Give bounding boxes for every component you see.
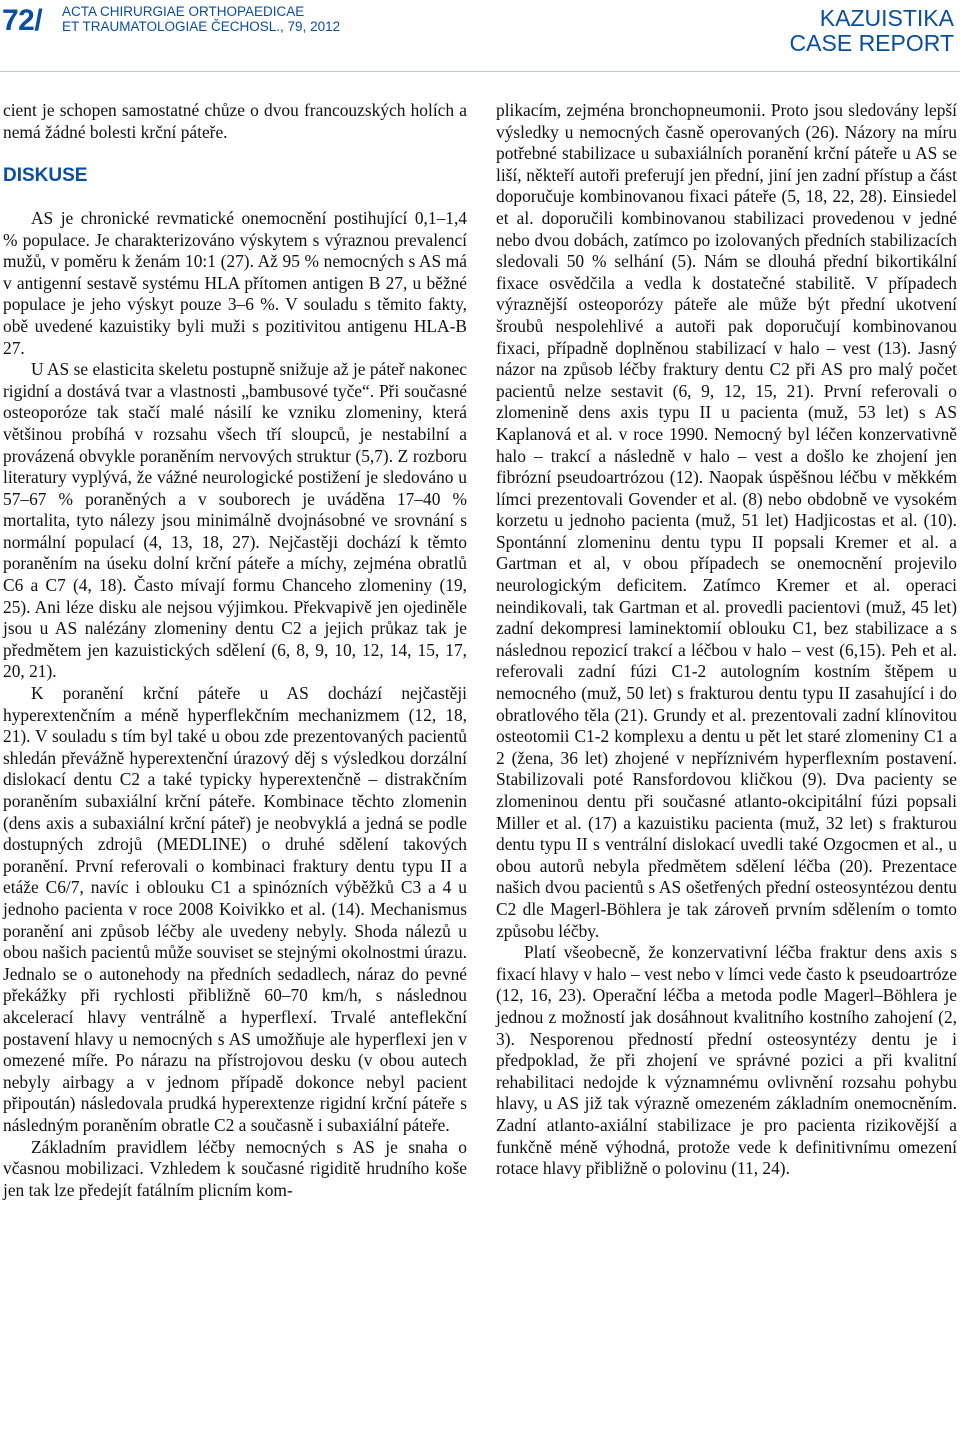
page-number: 72/ [2, 4, 43, 37]
paragraph: AS je chronické revmatické onemocnění postihující 0,1–1,4 % populace. Je charakterizováno výskytem s výraznou prevalencí mužů, v poměru k ženám 10:1 (27). Až 95 % nemocných s AS má v antigenní sestavě systému HLA přítomen antigen B 27, u běžné populace je jeho výskyt pouze 3–6 %. V souladu s těmito fakty, obě uvedené kazuistiky byli muži s pozitivitou antigenu HLA-B 27. [3, 207, 467, 358]
paragraph: U AS se elasticita skeletu postupně snižuje až je páteř nakonec rigidní a dostává tvar a vlastnosti „bambusové tyče“. Při současné osteoporóze tak stačí malé násilí ke vzniku zlomeniny, která většinou probíhá v rozsahu všech tří sloupců, je nestabilní a provázená obvykle poraněním nervových struktur (5,7). Z rozboru literatury vyplývá, že vážné neurologické postižení je sledováno u 57–67 % poraněných a v souborech je uváděna 17–40 % mortalita, tyto nálezy jsou minimálně dvojnásobné ve srovnání s normální populací (4, 13, 18, 27). Nejčastěji dochází k těmto poraněním na úseku dolní krční páteře a míchy, zejména obratlů C6 a C7 (4, 18). Často mívají formu Chanceho zlomeniny (19, 25). Ani léze disku ale nejsou výjimkou. Překvapivě jen ojediněle jsou u AS nalézány zlomeniny dentu C2 a jejich průkaz tak je předmětem jen kazuistických sdělení (6, 8, 9, 10, 12, 14, 15, 17, 20, 21). [3, 359, 467, 682]
page-header [0, 0, 960, 70]
paragraph: Platí všeobecně, že konzervativní léčba fraktur dens axis s fixací hlavy v halo – vest nebo v límci vede často k pseudoartróze (12, 16, 23). Operační léčba a metoda podle Magerl–Böhlera je jednou z možností jak dosáhnout kvalitního kostního zahojení (2, 3). Nesporenou předností přední osteosyntézy dentu je i předpoklad, že při zhojení ve správné pozici a při kvalitní rehabilitaci nedojde k významnému ovlivnění rozsahu pohybu hlavy, u AS již tak výrazně omezeném základním onemocněním. Zadní atlanto-axiální stabilizace je pro pacienta rizikovější a funkčně méně výhodná, protože vede k definitivnímu omezení rotace hlavy přibližně o polovinu (11, 24). [496, 942, 957, 1179]
paragraph: Základním pravidlem léčby nemocných s AS je snaha o včasnou mobilizaci. Vzhledem k současné rigiditě hrudního koše jen tak lze předejít fatálním plicním kom- [3, 1136, 467, 1200]
paragraph: K poranění krční páteře u AS dochází nejčastěji hyperextenčním a méně hyperflekčním mechanizmem (12, 18, 21). V souladu s tím byl také u obou zde prezentovaných pacientů shledán převážně hyperextenční úrazový děj s výsledkou dorzální dislokací dentu C2 a také typicky hyperextenčně – distrakčním poraněním subaxiální krční páteře. Kombinace těchto zlomenin (dens axis a subaxiální krční páteř) je neobvyklá a jedná se podle dostupných zdrojů (MEDLINE) o druhé sdělení takových poranění. První referovali o kombinaci fraktury dentu typu II a etáže C6/7, navíc i oblouku C1 a spinózních výběžků C3 a 4 u jednoho pacienta v roce 2008 Koivikko et al. (14). Mechanismus poranění ani způsob léčby ale uvedeny nebyly. Shoda nálezů u obou našich pacientů může souviset se stejnými okolnostmi úrazu. Jednalo se o autonehody na předních sedadlech, náraz do pevné překážky při rychlosti přibližně 60–70 km/h, s následnou akcelerací hlavy ventrálně a hyperflexí. Trvalé anteflekční postavení hlavy u nemocných s AS umožňuje ale hyperflexi jen v omezené míře. Po nárazu na přístrojovou desku (v obou autech nebyly airbagy a v jednom případě dokonce nebyl pacient připoután) následovala prudká hyperextenze rigidní krční páteře s následným poraněním obratle C2 a současně i subaxiální páteře. [3, 683, 467, 1135]
paragraph-continuation: plikacím, zejména bronchopneumonii. Proto jsou sledovány lepší výsledky u nemocných časně operovaných (26). Názory na míru potřebné stabilizace u subaxiálních poranění krční páteře u AS se liší, někteří autoři preferují jen přední, jiní jen zadní přístup a část doporučuje kombinovanou fixaci páteře (5, 18, 22, 28). Einsiedel et al. doporučili kombinovanou stabilizaci provedenou v jedné nebo dvou dobách, zatímco po izolovaných předních stabilizacích sledovali 50 % selhání (5). Nám se dlouhá přední bikortikální fixace osvědčila a vedla k dostatečné stabilitě. V případech výraznější osteoporózy páteře ale může být přední ukotvení šroubů nespolehlivé a autoři pak doporučují kombinovanou fixaci, případně doplněnou stabilizací v halo – vest (13). Jasný názor na způsob léčby fraktury dentu C2 při AS pro malý počet pacientů nelze sestavit (6, 9, 12, 15, 21). První referovali o zlomenině dens axis typu II u pacienta (muž, 53 let) s AS Kaplanová et al. v roce 1990. Nemocný byl léčen konzervativně halo – trakcí a následně v halo – vest a došlo ke zhojení jen fibrózní pseudoartrózou (12). Naopak úspěšnou léčbu v měkkém límci prezentovali Govender et al. (8) nebo obdobně ve vysokém korzetu u jednoho pacienta (muž, 51 let) Hadjicostas et al. (10). Spontánní zlomeninu dentu typu II popsali Kremer et al. a Gartman et al, v obou případech se onemocnění projevilo neurologickým deficitem. Zatímco Kremer et al. operaci neindikovali, tak Gartman et al. provedli pacientovi (muž, 45 let) zadní dekompresi laminektomií oblouku C1, bez stabilizace a s následnou repozicí trakcí a léčbou v halo – vest (6,15). Peh et al. referovali zadní fúzi C1-2 autologním kostním štěpem u nemocného (muž, 50 let) s frakturou dentu typu II zasahující i do obratlového těla (21). Grundy et al. prezentovali zadní klínovitou osteotomii C1-2 komplexu a dentu u pět let staré zlomeniny C1 a 2 (žena, 36 let) zhojené v nepříznivém hyperflexním postavení. Stabilizovali poté Ransfordovou kličkou (9). Dva pacienty se zlomeninou dentu při současné atlanto-okcipitální fúzi popsali Miller et al. (17) a kazuistiku pacienta (muž, 32 let) s frakturou dentu typu II s ventrální dislokací uvedli také Ozgocmen et al., u obou autorů nebyla předmětem sdělení léčba (20). Prezentace našich dvou pacientů s AS ošetřených přední osteosyntézou dentu C2 dle Magerl-Böhlera je tak zároveň prvním sdělením o tomto způsobu léčby. [496, 100, 957, 941]
journal-title-line2: ET TRAUMATOLOGIAE ČECHOSL., 79, 2012 [62, 19, 341, 34]
paragraph-continuation: cient je schopen samostatné chůze o dvou francouzských holích a nemá žádné bolesti krční páteře. [3, 100, 467, 142]
section-label-czech: KAZUISTIKA [819, 5, 954, 31]
journal-title [62, 4, 340, 34]
section-heading-diskuse: DISKUSE [3, 164, 88, 186]
journal-title-line1: ACTA CHIRURGIAE ORTHOPAEDICAE [62, 4, 305, 19]
right-column [496, 100, 957, 1180]
left-column [3, 100, 467, 1201]
section-label [790, 6, 954, 56]
header-divider [0, 71, 960, 72]
section-label-english: CASE REPORT [789, 30, 954, 56]
